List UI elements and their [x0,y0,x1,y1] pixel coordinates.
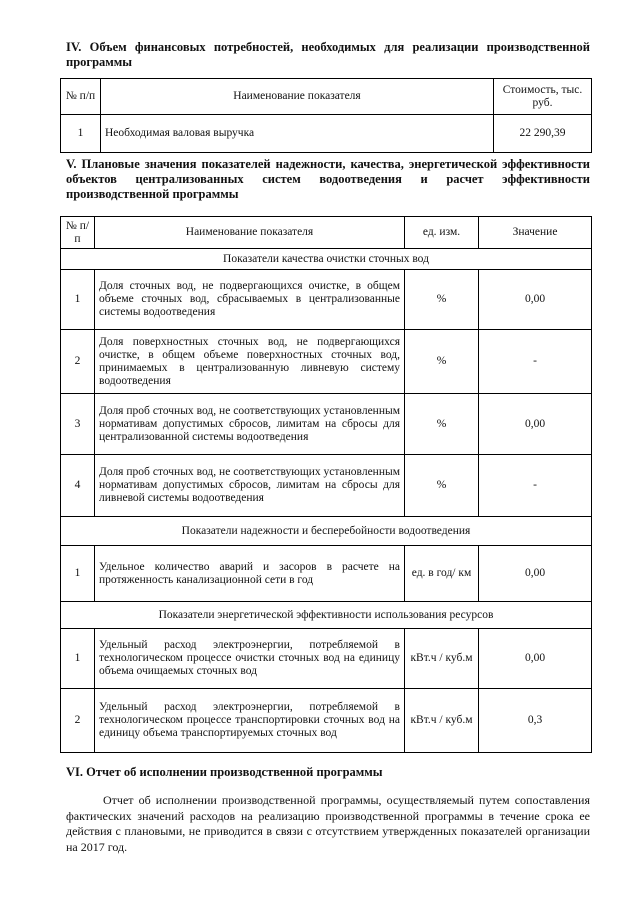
row-value: - [479,330,592,394]
table-row [61,330,592,394]
row-name: Доля проб сточных вод, не соответствующих установленным нормативам допустимых сбросов, лимитам на сбросы для централизованной системы водоотведения [95,394,405,455]
section-6-title: VI. Отчет об исполнении производственной программы [66,765,383,779]
header-value: Значение [479,217,592,249]
table-row [61,546,592,602]
header-name: Наименование показателя [101,79,494,115]
row-unit: ед. в год/ км [405,546,479,602]
table-header-row [61,217,592,249]
row-value: - [479,455,592,517]
row-name: Необходимая валовая выручка [101,115,494,153]
section-4-title: IV. Объем финансовых потребностей, необходимых для реализации производственной программы [66,40,590,69]
table-row [61,394,592,455]
row-unit: % [405,455,479,517]
row-num: 4 [61,455,95,517]
row-num: 2 [61,330,95,394]
row-num: 3 [61,394,95,455]
header-name: Наименование показателя [95,217,405,249]
row-name: Удельный расход электроэнергии, потребляемой в технологическом процессе транспортировки сточных вод на единицу объема транспортируемых сточных вод [95,689,405,753]
table-row [61,455,592,517]
row-unit: кВт.ч / куб.м [405,689,479,753]
row-num: 1 [61,629,95,689]
row-value: 0,00 [479,546,592,602]
group-header-energy [61,602,592,629]
section-5-title: V. Плановые значения показателей надежности, качества, энергетической эффективности объектов централизованных систем водоотведения и расчет эффективности производственной программы [66,157,590,201]
row-value: 0,3 [479,689,592,753]
header-num: № п/п [61,217,95,249]
group-title: Показатели качества очистки сточных вод [61,249,592,270]
row-name: Доля сточных вод, не подвергающихся очистке, в общем объеме сточных вод, сбрасываемых в централизованные системы водоотведения [95,270,405,330]
row-unit: % [405,330,479,394]
row-num: 1 [61,115,101,153]
row-unit: кВт.ч / куб.м [405,629,479,689]
header-unit: ед. изм. [405,217,479,249]
table-header-row [61,79,592,115]
table-row [61,689,592,753]
row-value: 0,00 [479,394,592,455]
group-header-quality [61,249,592,270]
header-cost: Стоимость, тыс. руб. [494,79,592,115]
report-paragraph: Отчет об исполнении производственной программы, осуществляемый путем сопоставления фактических значений расходов на реализацию производственной программы в течение срока ее действия с плановыми, не приводится в связи с отсутствием утвержденных показателей организации на 2017 год. [66,793,590,854]
table-row [61,270,592,330]
row-name: Доля проб сточных вод, не соответствующих установленным нормативам допустимых сбросов, лимитам на сбросы для ливневой системы водоотведения [95,455,405,517]
row-value: 22 290,39 [494,115,592,153]
row-value: 0,00 [479,629,592,689]
row-unit: % [405,270,479,330]
header-num: № п/п [61,79,101,115]
table-row [61,629,592,689]
row-unit: % [405,394,479,455]
indicators-table [60,216,592,753]
row-num: 2 [61,689,95,753]
row-name: Доля поверхностных сточных вод, не подвергающихся очистке, в общем объеме поверхностных сточных вод, принимаемых в централизованную ливневую систему водоотведения [95,330,405,394]
group-title: Показатели надежности и бесперебойности водоотведения [61,517,592,546]
row-name: Удельный расход электроэнергии, потребляемой в технологическом процессе очистки сточных вод на единицу объема очищаемых сточных вод [95,629,405,689]
row-value: 0,00 [479,270,592,330]
row-num: 1 [61,270,95,330]
group-header-reliability [61,517,592,546]
row-name: Удельное количество аварий и засоров в расчете на протяженность канализационной сети в год [95,546,405,602]
table-row [61,115,592,153]
financial-needs-table [60,78,592,153]
group-title: Показатели энергетической эффективности использования ресурсов [61,602,592,629]
row-num: 1 [61,546,95,602]
